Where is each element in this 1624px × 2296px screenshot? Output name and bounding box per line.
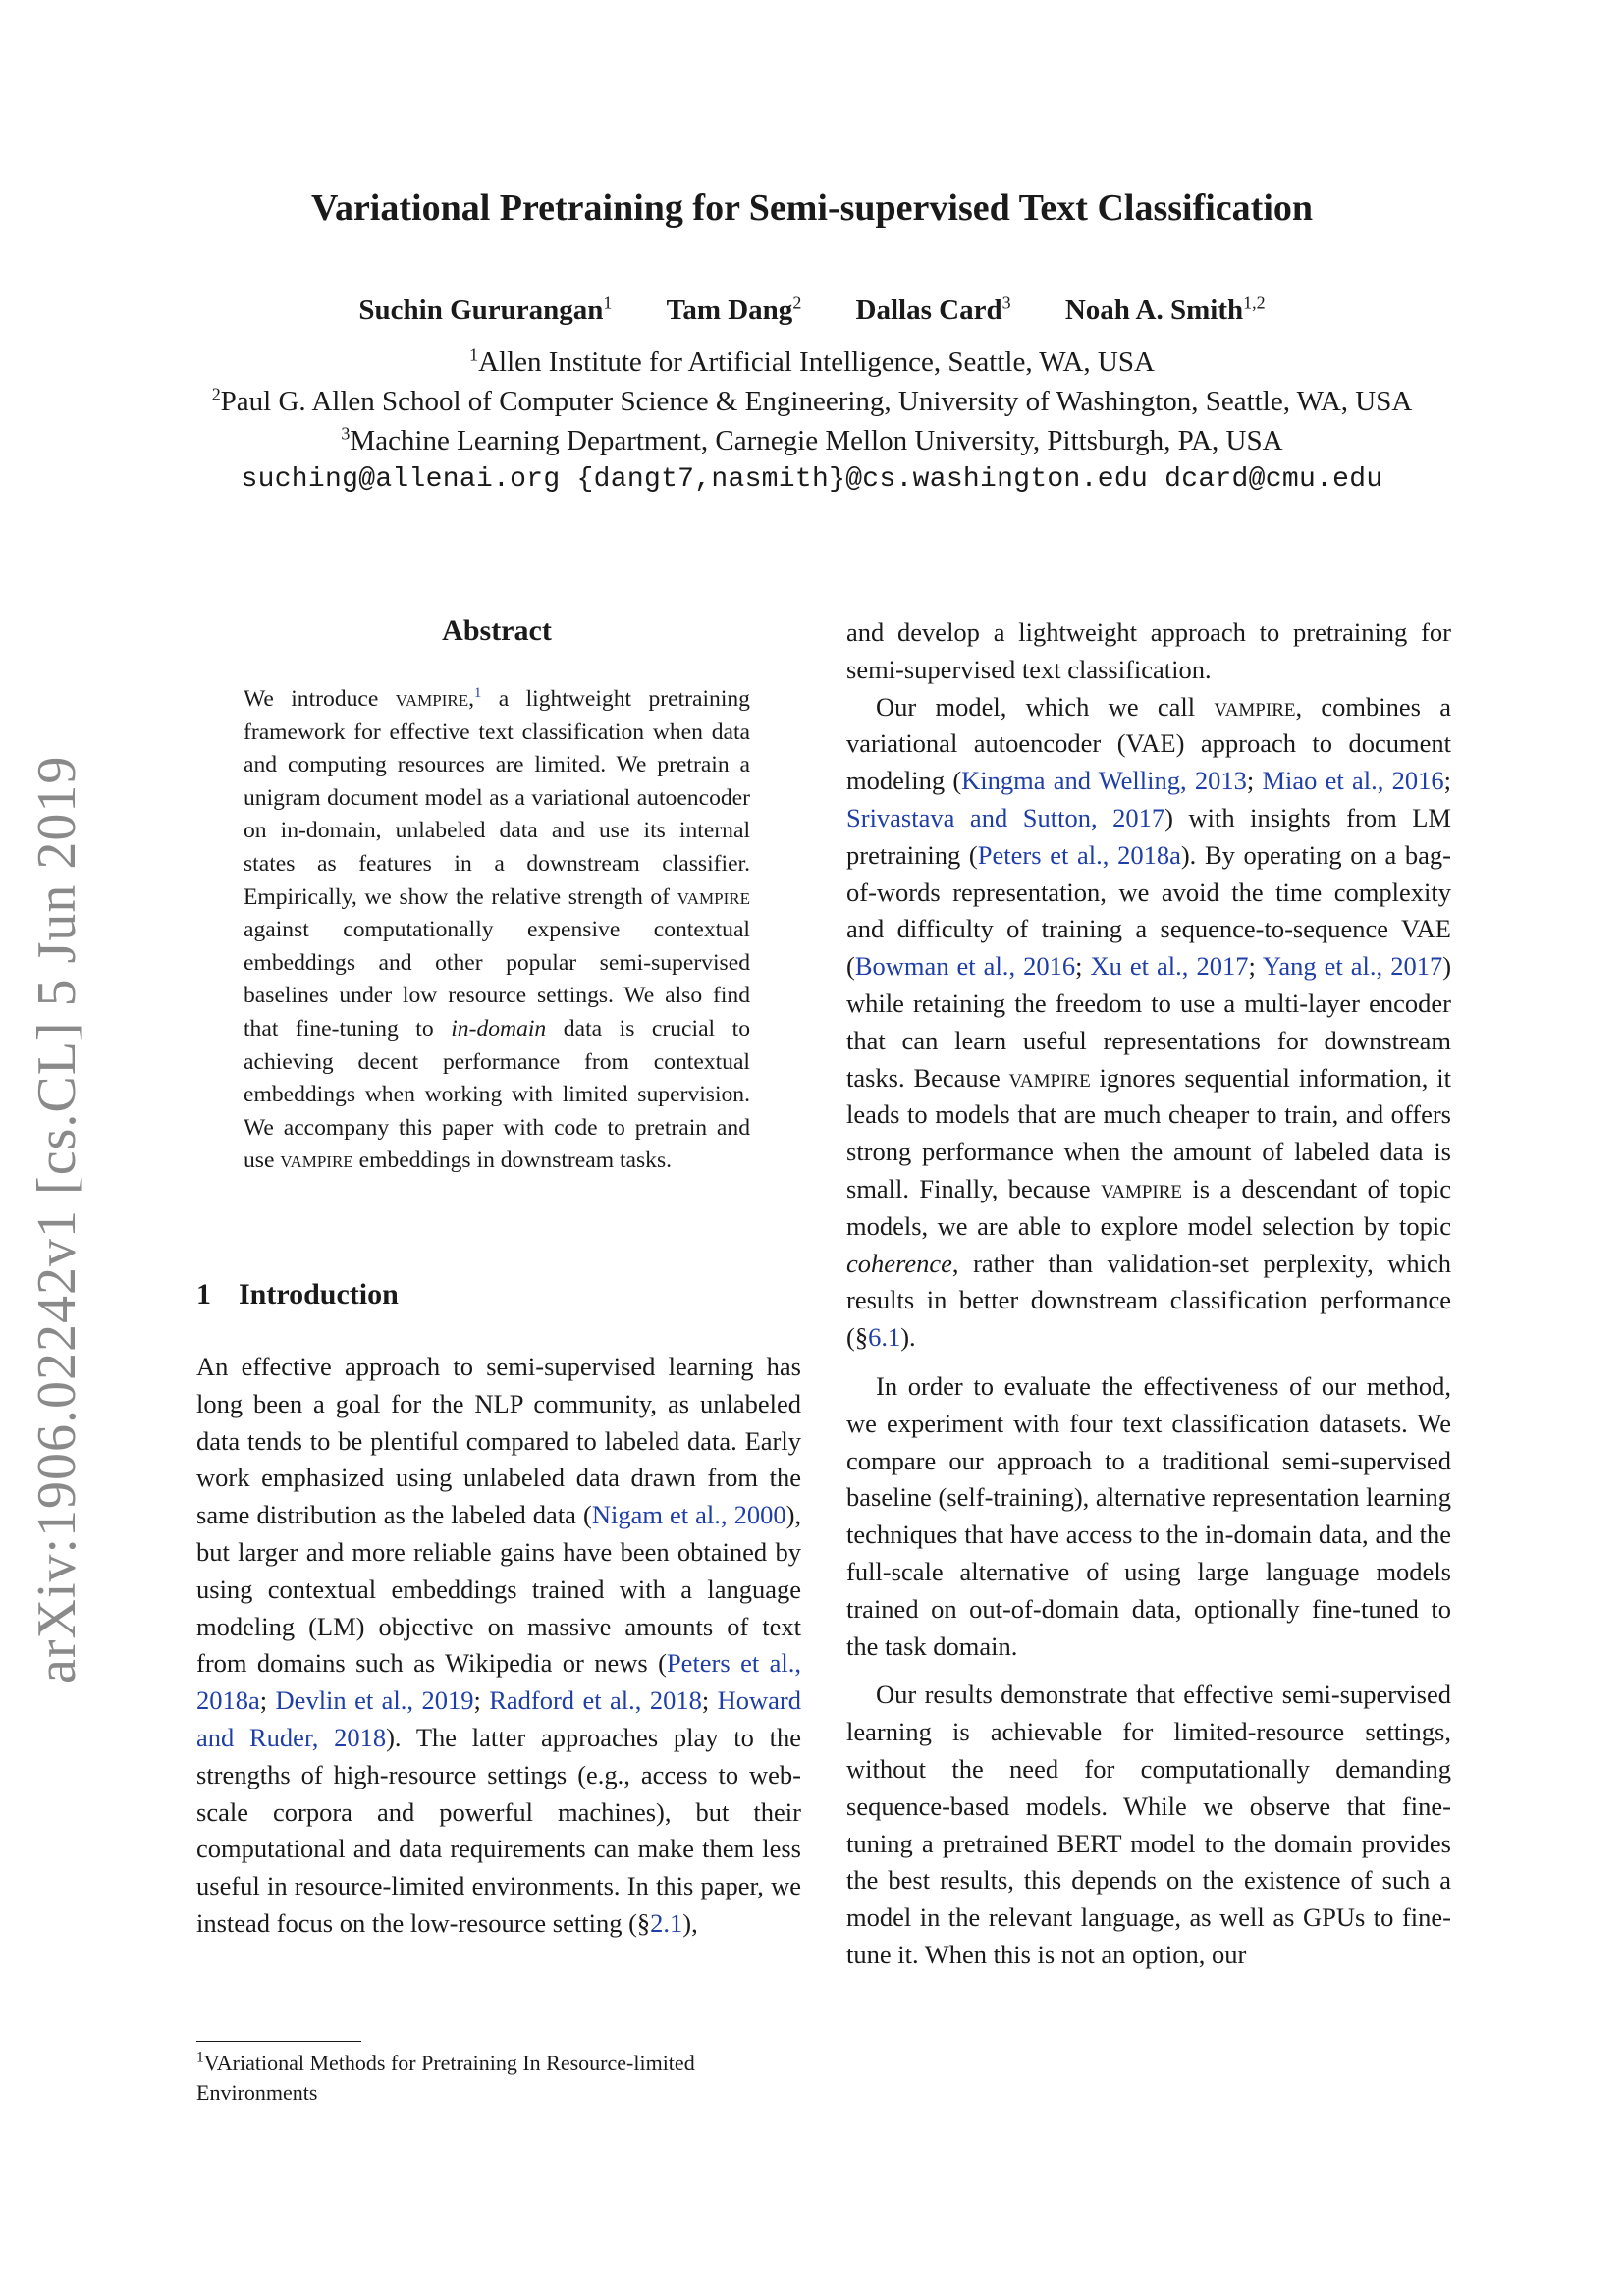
affiliation-2: $^2$Paul G. Allen School of Computer Science & Engineering, University of Washington, Seattle, WA, USA [211, 384, 1413, 417]
citation-radford[interactable]: Radford et al., 2018 [489, 1685, 702, 1716]
arxiv-stamp: arXiv:1906.02242v1 [cs.CL] 5 Jun 2019 [27, 755, 87, 1683]
citation-bowman[interactable]: Bowman et al., 2016 [854, 951, 1076, 982]
citation-srivastava[interactable]: Srivastava and Sutton, 2017 [846, 802, 1165, 832]
section-ref-2-1[interactable]: 2.1 [650, 1907, 683, 1938]
footnote-1: $^1$VAriational Methods for Pretraining In Resource-limited Environments [196, 2049, 695, 2105]
vampire-term: vampire [395, 686, 469, 712]
affiliation-1: $^1$Allen Institute for Artificial Intelligence, Seattle, WA, USA [469, 345, 1155, 378]
citation-peters[interactable]: Peters et al., 2018a [196, 1648, 801, 1716]
paper-title: Variational Pretraining for Semi-supervised Text Classification [310, 187, 1314, 229]
intro-heading: 1 Introduction [196, 1278, 399, 1310]
citation-howard[interactable]: Howard and Ruder, 2018 [196, 1685, 801, 1752]
author-2: Tam Dang$^2$ [666, 293, 802, 326]
abstract-body [244, 683, 750, 1178]
right-paragraph-4: Our results demonstrate that effective semi-supervised learning is achievable for limited-resource settings, without the need for computationally demanding sequence-based models. While we observe that fine-tuning a pretrained BERT model to the domain provides the best results, this depends on the existence of such a model in the relevant language, as well as GPUs to fine-tune it. When this is not an option, our [846, 1680, 1451, 1969]
footnote-rule [196, 2041, 361, 2042]
footnote-1-link[interactable]: 1 [474, 685, 482, 702]
right-paragraph-2: Our model, which we call vampire, combines a variational autoencoder (VAE) approach to document modeling (Kingma and Welling, 2013; Miao et al., 2016; Srivastava and Sutton, 2017) with insights from LM pretraining (Peters et al., 2018a). By operating on a bag-of-words representation, we avoid the time complexity and difficulty of training a sequence-to-sequence VAE (Bowman et al., 2016; Xu et al., 2017; Yang et al., 2017) while retaining the freedom to use a multi-layer encoder that can learn useful representations for downstream tasks. Because vampire ignores sequential information, it leads to models that are much cheaper to train, and offers strong performance when the amount of labeled data is small. Finally, because vampire is a descendant of topic models, we are able to explore model selection by topic coherence, rather than validation-set perplexity, which results in better downstream classification performance (§6.1). [846, 691, 1452, 1353]
citation-kingma[interactable]: Kingma and Welling, 2013 [961, 766, 1247, 796]
section-ref-6-1[interactable]: 6.1 [868, 1322, 901, 1353]
author-4: Noah A. Smith$^{1,2}$ [1064, 293, 1266, 326]
affiliation-3: $^3$Machine Learning Department, Carnegie Mellon University, Pittsburgh, PA, USA [341, 423, 1283, 456]
citation-devlin[interactable]: Devlin et al., 2019 [275, 1685, 474, 1716]
abstract-heading: Abstract [442, 614, 552, 647]
citation-nigam[interactable]: Nigam et al., 2000 [591, 1500, 786, 1530]
intro-left-column [196, 1349, 801, 1943]
citation-xu[interactable]: Xu et al., 2017 [1090, 951, 1249, 982]
citation-yang[interactable]: Yang et al., 2017 [1262, 951, 1443, 982]
right-paragraph-3: In order to evaluate the effectiveness of our method, we experiment with four text classification datasets. We compare our approach to a traditional semi-supervised baseline (self-training), alternative representation learning techniques that have access to the in-domain data, and the full-scale alternative of using large language models trained on out-of-domain data, optionally fine-tuned to the task domain. [846, 1370, 1451, 1661]
author-emails[interactable]: suching@allenai.org {dangt7,nasmith}@cs.washington.edu dcard@cmu.edu [241, 464, 1383, 495]
right-paragraph-1: and develop a lightweight approach to pretraining for semi-supervised text classification. [846, 617, 1451, 684]
intro-paragraph-1: An effective approach to semi-supervised learning has long been a goal for the NLP community, as unlabeled data tends to be plentiful compared to labeled data. Early work emphasized using unlabeled data drawn from the same distribution as the labeled data (Nigam et al., 2000), but larger and more reliable gains have been obtained by using contextual embeddings trained with a language modeling (LM) objective on massive amounts of text from domains such as Wikipedia or news (Peters et al., 2018a; Devlin et al., 2019; Radford et al., 2018; Howard and Ruder, 2018). The latter approaches play to the strengths of high-resource settings (e.g., access to web-scale corpora and powerful machines), but their computational and data requirements can make them less useful in resource-limited environments. In this paper, we instead focus on the low-resource setting (§2.1), [196, 1352, 802, 1938]
author-list [0, 294, 1624, 327]
citation-peters-right[interactable]: Peters et al., 2018a [977, 839, 1181, 870]
abstract-paragraph: We introduce vampire,$^1$ a lightweight pretraining framework for effective text classification when data and computing resources are limited. We pretrain a unigram document model as a variational autoencoder on in-domain, unlabeled data and use its internal states as features in a downstream classifier. Empirically, we show the relative strength of vampire against computationally expensive contextual embeddings and other popular semi-supervised baselines under low resource settings. We also find that fine-tuning to in-domain data is crucial to achieving decent performance from contextual embeddings when working with limited supervision. We accompany this paper with code to pretrain and use vampire embeddings in downstream tasks. [244, 685, 751, 1174]
author-1: Suchin Gururangan$^1$ [358, 293, 613, 326]
author-3: Dallas Card$^3$ [855, 293, 1011, 326]
intro-right-column [846, 614, 1451, 1974]
citation-miao[interactable]: Miao et al., 2016 [1262, 766, 1444, 796]
